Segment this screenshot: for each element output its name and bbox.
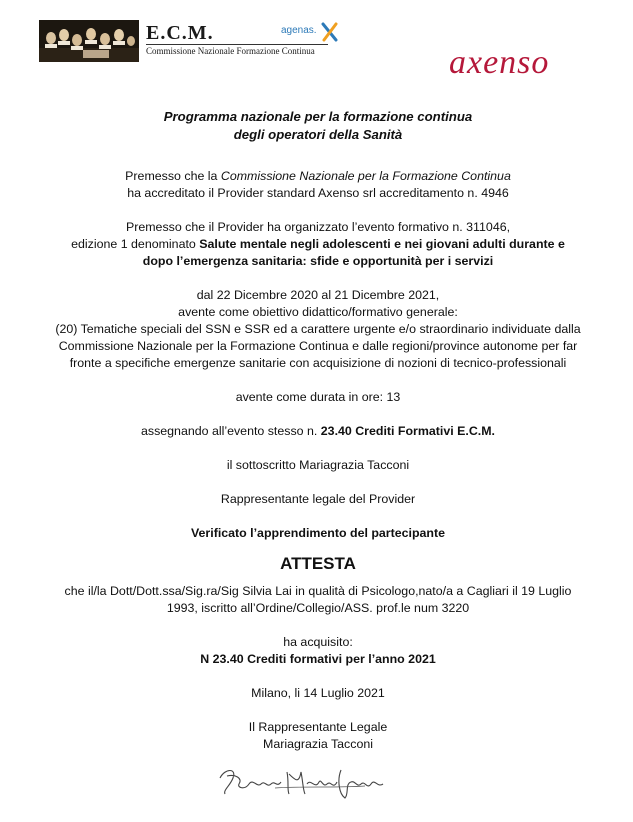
event-title-cont: dopo l’emergenza sanitaria: sfide e opportunità per i servizi [142, 254, 494, 268]
attesta-heading: ATTESTA [280, 554, 356, 573]
group-portrait-painting [39, 20, 139, 62]
objective-intro: avente come obiettivo didattico/formativo generale: [178, 305, 458, 319]
acquired-credits: N 23.40 Crediti formativi per l’anno 2021 [200, 652, 436, 666]
axenso-logo: axenso [449, 44, 550, 81]
premise-provider-line2: ha accreditato il Provider standard Axenso srl accreditamento n. 4946 [127, 186, 509, 200]
premise-event-line1: Premesso che il Provider ha organizzato l’evento formativo n. 311046, [125, 220, 511, 234]
agenas-logo-text: agenas. [281, 25, 317, 36]
ecm-subtitle: Commissione Nazionale Formazione Continua [146, 46, 315, 56]
signatory-line: il sottoscritto Mariagrazia Tacconi [226, 458, 410, 472]
verification-line: Verificato l’apprendimento del partecipante [190, 526, 446, 540]
ecm-divider [146, 44, 328, 45]
objective-line2: Commissione Nazionale per la Formazione Continua e dalle regioni/province autonome per far [58, 339, 578, 353]
program-title-line2: degli operatori della Sanità [233, 127, 403, 142]
participant-line2: 1993, iscritto all’Ordine/Collegio/ASS. prof.le num 3220 [166, 601, 470, 615]
event-duration: avente come durata in ore: 13 [235, 390, 401, 404]
program-title-line1: Programma nazionale per la formazione continua [163, 109, 473, 124]
event-credits: assegnando all’evento stesso n. 23.40 Crediti Formativi E.C.M. [140, 424, 495, 438]
objective-line3: fronte a specifiche emergenze sanitarie con acquisizione di nozioni di tecnico-professionali [69, 356, 567, 370]
certificate-body [18, 108, 618, 753]
event-dates: dal 22 Dicembre 2020 al 21 Dicembre 2021, [196, 288, 440, 302]
premise-provider-line1: Premesso che la Commissione Nazionale per la Formazione Continua [125, 169, 511, 183]
ecm-title: E.C.M. [146, 22, 214, 44]
participant-line1: che il/la Dott/Dott.ssa/Sig.ra/Sig Silvia Lai in qualità di Psicologo,nato/a a Cagliari il 19 Luglio [64, 584, 572, 598]
closing-name: Mariagrazia Tacconi [263, 737, 373, 751]
place-date: Milano, li 14 Luglio 2021 [251, 686, 385, 700]
closing-role: Il Rappresentante Legale [248, 720, 388, 734]
handwritten-signature [215, 764, 390, 800]
signatory-role: Rappresentante legale del Provider [220, 492, 416, 506]
credits-value: 23.40 Crediti Formativi E.C.M. [320, 424, 495, 438]
agenas-x-icon [321, 22, 339, 42]
premise-event-line2: edizione 1 denominato Salute mentale negli adolescenti e nei giovani adulti durante e [71, 237, 565, 251]
certificate-header [0, 0, 633, 100]
objective-line1: (20) Tematiche speciali del SSN e SSR ed a carattere urgente e/o straordinario individuate dalla [55, 322, 581, 336]
acquired-label: ha acquisito: [283, 635, 353, 649]
commission-name: Commissione Nazionale per la Formazione Continua [220, 169, 511, 183]
event-title: Salute mentale negli adolescenti e nei giovani adulti durante e [199, 237, 565, 251]
